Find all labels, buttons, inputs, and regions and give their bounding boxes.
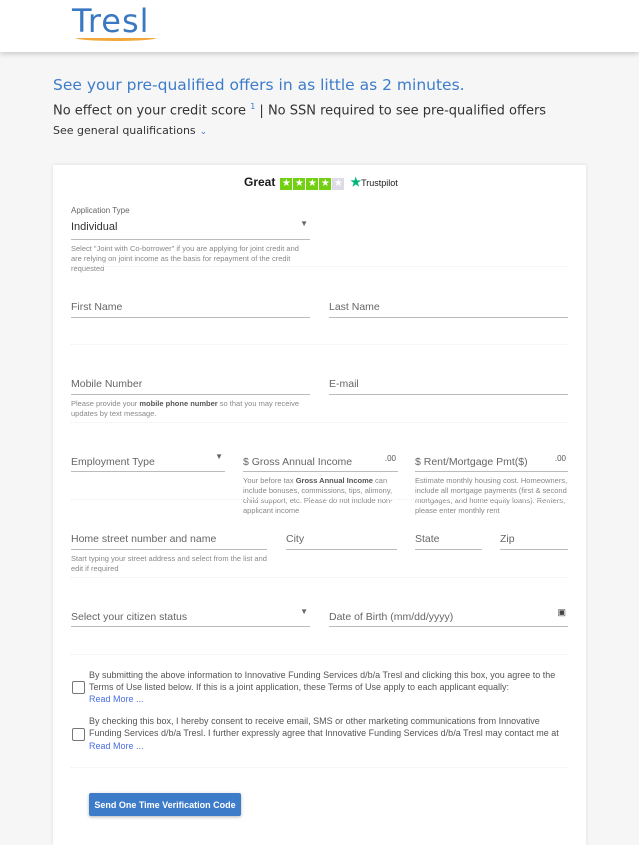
terms-checkbox[interactable] bbox=[72, 681, 85, 694]
help-text: Please provide your bbox=[71, 399, 140, 408]
mobile-placeholder: Mobile Number bbox=[71, 378, 143, 390]
zip-placeholder: Zip bbox=[500, 533, 515, 545]
city-input[interactable] bbox=[286, 529, 397, 550]
rent-placeholder: $ Rent/Mortgage Pmt($) bbox=[415, 456, 528, 468]
first-name-input[interactable] bbox=[71, 297, 310, 318]
help-text: so that you may receive updates by text message. bbox=[71, 399, 300, 418]
rent-suffix: .00 bbox=[554, 454, 566, 463]
sub-post: | No SSN required to see pre-qualified offers bbox=[255, 103, 547, 119]
help-bold: mobile phone number bbox=[139, 399, 218, 408]
subheadline bbox=[53, 102, 546, 118]
help-text: can include bonuses, commissions, tips, alimony, child support, etc. Please do not include non-applicant income bbox=[243, 476, 393, 515]
email-input[interactable] bbox=[329, 374, 568, 395]
tresl-logo[interactable]: Tresl bbox=[72, 2, 150, 40]
trustpilot-label: Trustpilot bbox=[361, 178, 398, 188]
star-icon: ★ bbox=[281, 178, 291, 189]
address-help: Start typing your street address and select from the list and edit if required bbox=[71, 554, 267, 573]
trustpilot-star-icon: ★ bbox=[350, 175, 362, 189]
last-name-placeholder: Last Name bbox=[329, 301, 380, 313]
rent-mortgage-input[interactable] bbox=[415, 452, 568, 472]
last-name-input[interactable] bbox=[329, 297, 568, 318]
caret-down-icon: ▼ bbox=[300, 607, 308, 616]
send-verification-code-button[interactable]: Send One Time Verification Code bbox=[89, 793, 241, 816]
consent-read-more-link[interactable]: Read More ... bbox=[89, 741, 144, 751]
logo-swoosh bbox=[76, 35, 156, 41]
chevron-down-icon: ⌄ bbox=[199, 127, 208, 137]
help-bold: Gross Annual Income bbox=[295, 476, 373, 485]
citizen-placeholder: Select your citizen status bbox=[71, 611, 188, 623]
income-placeholder: $ Gross Annual Income bbox=[243, 456, 353, 468]
general-qualifications-toggle[interactable] bbox=[53, 124, 207, 137]
consent-text: By checking this box, I hereby consent to receive email, SMS or other marketing communications from Innovative Funding Services d/b/a Tresl. I further expressly agree that Innovative Funding Services d/b/a Tresl may contact me at bbox=[89, 716, 559, 738]
application-type-value: Individual bbox=[71, 221, 118, 233]
gross-income-input[interactable] bbox=[243, 452, 398, 472]
zip-input[interactable] bbox=[500, 529, 568, 550]
employment-placeholder: Employment Type bbox=[71, 456, 155, 468]
application-type-label: Application Type bbox=[71, 206, 130, 215]
application-type-help: Select "Joint with Co-borrower" if you are applying for joint credit and are relying on joint income as the basis for repayment of the credit requested bbox=[71, 244, 299, 273]
rating-text: Great bbox=[244, 175, 276, 189]
terms-text: By submitting the above information to Innovative Funding Services d/b/a Tresl and clicking this box, you agree to the Terms of Use listed below. If this is a joint application, these Terms of Use apply to each applicant equally: bbox=[89, 670, 556, 692]
calendar-icon[interactable]: ▣ bbox=[557, 607, 566, 617]
star-empty-icon: ★ bbox=[333, 178, 343, 189]
city-placeholder: City bbox=[286, 533, 305, 545]
header bbox=[0, 0, 639, 52]
income-help bbox=[243, 476, 403, 516]
dob-placeholder: Date of Birth (mm/dd/yyyy) bbox=[329, 611, 454, 623]
application-type-select[interactable] bbox=[71, 217, 310, 240]
street-address-input[interactable] bbox=[71, 529, 267, 550]
footnote-link[interactable]: 1 bbox=[250, 102, 256, 111]
employment-type-select[interactable] bbox=[71, 452, 225, 472]
caret-down-icon: ▼ bbox=[215, 452, 223, 461]
email-placeholder: E-mail bbox=[329, 378, 359, 390]
state-input[interactable] bbox=[415, 529, 482, 550]
rent-help: Estimate monthly housing cost. Homeowners, include all mortgage payments (first & second mortgages, and home equity loans). Renters, please enter monthly rent bbox=[415, 476, 568, 515]
star-icon: ★ bbox=[307, 178, 317, 189]
first-name-placeholder: First Name bbox=[71, 301, 123, 313]
mobile-number-input[interactable] bbox=[71, 374, 310, 395]
star-icon: ★ bbox=[320, 178, 330, 189]
citizen-status-select[interactable] bbox=[71, 607, 310, 627]
trustpilot-widget[interactable] bbox=[244, 173, 398, 191]
star-icon: ★ bbox=[294, 178, 304, 189]
trustpilot-brand bbox=[350, 175, 397, 189]
qualifications-label: See general qualifications bbox=[53, 124, 196, 137]
help-text: Your before tax bbox=[243, 476, 296, 485]
caret-down-icon: ▼ bbox=[300, 219, 308, 228]
state-placeholder: State bbox=[415, 533, 440, 545]
terms-read-more-link[interactable]: Read More ... bbox=[89, 694, 144, 704]
headline: See your pre-qualified offers in as little as 2 minutes. bbox=[53, 76, 465, 94]
consent-checkbox[interactable] bbox=[72, 728, 85, 741]
sub-pre: No effect on your credit score bbox=[53, 103, 251, 119]
income-suffix: .00 bbox=[384, 454, 396, 463]
star-rating bbox=[280, 173, 345, 191]
mobile-help bbox=[71, 399, 311, 419]
address-placeholder: Home street number and name bbox=[71, 533, 217, 545]
date-of-birth-input[interactable] bbox=[329, 607, 568, 627]
